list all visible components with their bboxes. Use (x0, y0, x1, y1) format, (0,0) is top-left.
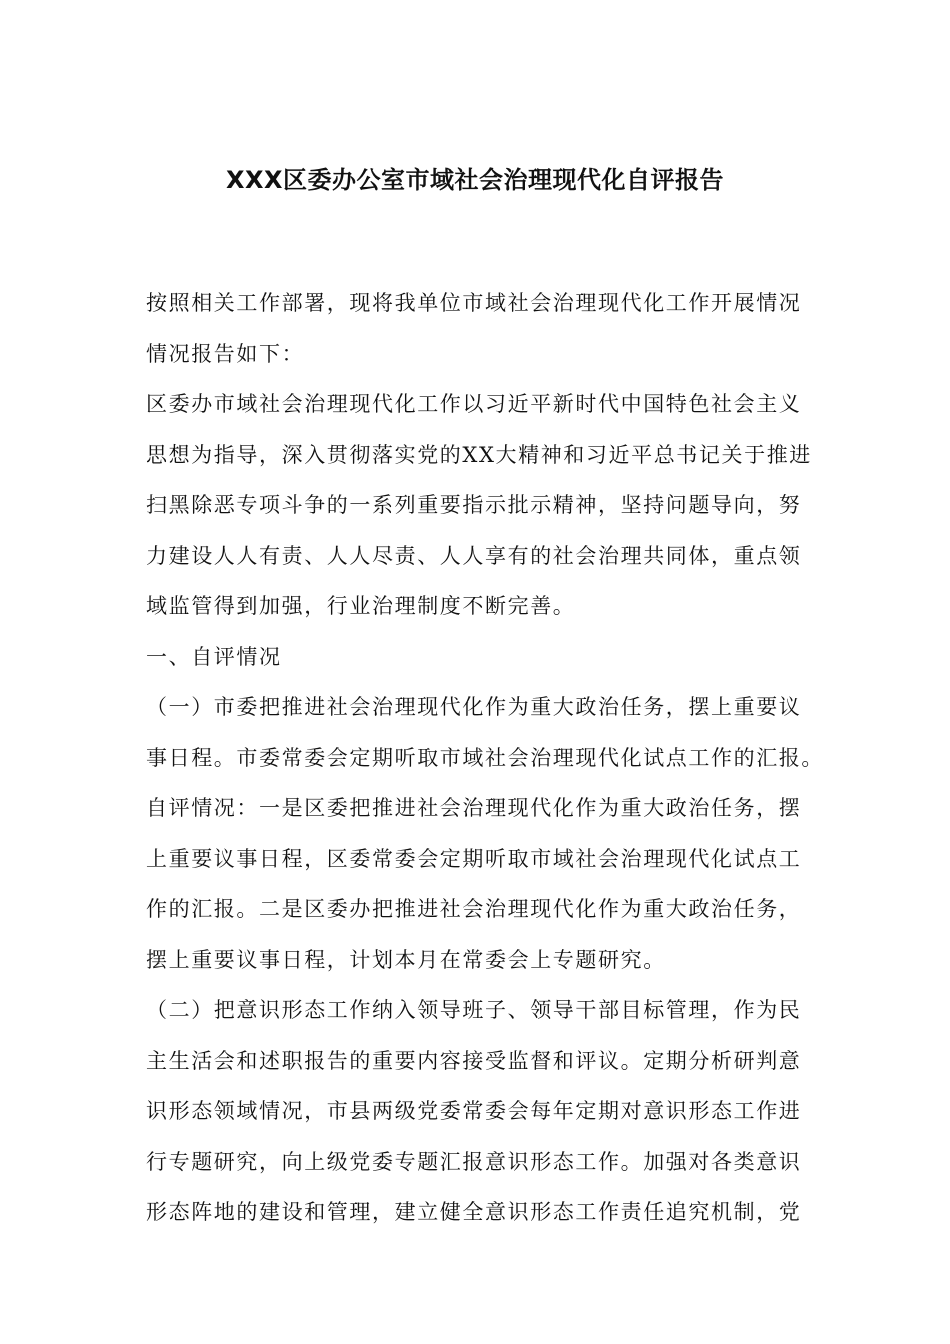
document-title: XXX区委办公室市域社会治理现代化自评报告 (225, 166, 724, 194)
text-line: 域监管得到加强，行业治理制度不断完善。 (146, 594, 576, 618)
text-line: 按照相关工作部署，现将我单位市域社会治理现代化工作开展情况 (146, 291, 802, 315)
text-line: 思想为指导，深入贯彻落实党的XX大精神和习近平总书记关于推进 (146, 442, 812, 467)
text-line: 摆上重要议事日程，计划本月在常委会上专题研究。 (146, 947, 666, 972)
text-line: 扫黑除恶专项斗争的一系列重要指示批示精神，坚持问题导向，努 (146, 493, 802, 517)
text-line: （二）把意识形态工作纳入领导班子、领导干部目标管理，作为民 (146, 998, 802, 1022)
text-line: 上重要议事日程，区委常委会定期听取市域社会治理现代化试点工 (146, 846, 802, 871)
text-line: 自评情况：一是区委把推进社会治理现代化作为重大政治任务，摆 (146, 796, 802, 820)
text-line: 行专题研究，向上级党委专题汇报意识形态工作。加强对各类意识 (146, 1149, 802, 1174)
section-heading: 一、自评情况 (146, 644, 282, 669)
document-body (146, 281, 824, 1241)
text-line: 作的汇报。二是区委办把推进社会治理现代化作为重大政治任务， (146, 897, 802, 921)
text-line: 情况报告如下： (146, 341, 305, 366)
text-line: 形态阵地的建设和管理，建立健全意识形态工作责任追究机制，党 (146, 1200, 802, 1224)
text-line: （一）市委把推进社会治理现代化作为重大政治任务，摆上重要议 (146, 695, 802, 719)
text-line: 事日程。市委常委会定期听取市域社会治理现代化试点工作的汇报。 (146, 745, 824, 770)
text-line: 区委办市域社会治理现代化工作以习近平新时代中国特色社会主义 (146, 392, 802, 416)
text-line: 力建设人人有责、人人尽责、人人享有的社会治理共同体，重点领 (146, 543, 802, 568)
text-line: 识形态领域情况，市县两级党委常委会每年定期对意识形态工作进 (146, 1099, 802, 1123)
text-line: 主生活会和述职报告的重要内容接受监督和评议。定期分析研判意 (146, 1048, 802, 1073)
